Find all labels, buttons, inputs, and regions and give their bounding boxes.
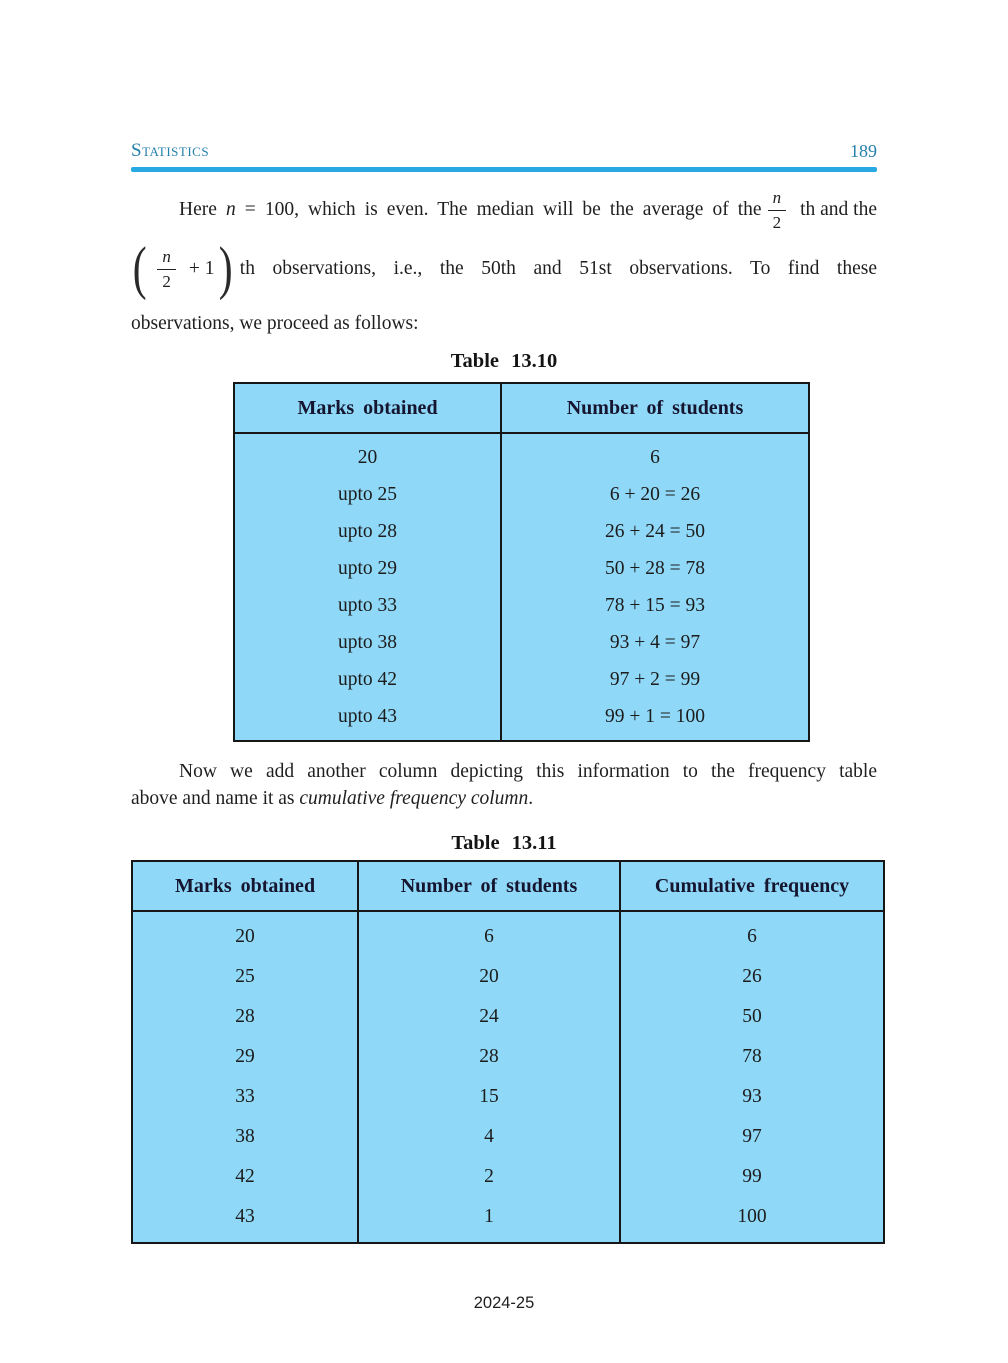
- table-cell: 26: [620, 957, 884, 997]
- table-row: [132, 911, 884, 957]
- table-cell: 38: [235, 1125, 255, 1147]
- between-tables-paragraph: [131, 759, 877, 813]
- column-header: Cumulative frequency: [620, 861, 884, 911]
- table-cell: upto 42: [337, 668, 398, 690]
- table-cell: 97: [620, 1117, 884, 1157]
- table-13-11: [131, 860, 885, 1244]
- header-divider-rule: [131, 167, 877, 172]
- table-row: [234, 698, 809, 741]
- fraction-n-over-2: [157, 247, 176, 291]
- table-cell: 6 + 20 = 26: [501, 476, 809, 513]
- parenthesized-expression: [131, 235, 235, 302]
- table-cell: 50 + 28 = 78: [501, 550, 809, 587]
- table-13-11-title: Table 13.11: [451, 831, 557, 854]
- table-cell: 99 + 1 = 100: [501, 698, 809, 741]
- table-cell: upto 29: [337, 557, 398, 579]
- table-cell: 28: [235, 1005, 255, 1027]
- table-cell: 43: [235, 1205, 255, 1227]
- table-cell: 6: [358, 911, 620, 957]
- table-row: [234, 433, 809, 476]
- intro-line-2: [131, 235, 877, 302]
- table-cell: 6: [620, 911, 884, 957]
- table-cell: 42: [235, 1165, 255, 1187]
- table-13-10: [233, 382, 810, 742]
- italic-term: cumulative frequency column: [299, 788, 529, 809]
- table-cell: 100: [620, 1197, 884, 1243]
- table-cell: upto 28: [337, 520, 398, 542]
- table-cell: 20: [358, 957, 620, 997]
- table-cell: upto 25: [337, 483, 398, 505]
- table-cell: 28: [358, 1037, 620, 1077]
- fraction-n-over-2: [768, 188, 787, 232]
- column-header: Number of students: [501, 383, 809, 433]
- table-cell: 33: [235, 1085, 255, 1107]
- table-cell: 97 + 2 = 99: [501, 661, 809, 698]
- table-cell: 20: [357, 446, 378, 468]
- chapter-title: Statistics: [131, 140, 210, 161]
- table-cell: 99: [620, 1157, 884, 1197]
- column-header: Marks obtained: [234, 383, 501, 433]
- table-cell: upto 33: [337, 594, 398, 616]
- table-header-row: [234, 383, 809, 433]
- paragraph-line-1: Now we add another column depicting this information to the frequency table: [179, 761, 877, 783]
- intro-line-1: [131, 188, 877, 232]
- table-row: [132, 1037, 884, 1077]
- table-row: [132, 1157, 884, 1197]
- table-row: [132, 957, 884, 997]
- table-cell: 78 + 15 = 93: [501, 587, 809, 624]
- table-row: [132, 997, 884, 1037]
- table-row: [234, 624, 809, 661]
- page-header: [131, 140, 877, 162]
- fraction-numerator: n: [768, 188, 787, 211]
- fraction-numerator: n: [157, 247, 176, 270]
- intro-line-1-end: th and the: [800, 199, 877, 221]
- table-row: [234, 587, 809, 624]
- paragraph-line-2: above and name it as cumulative frequency column.: [131, 788, 534, 809]
- footer-year: 2024-25: [473, 1294, 535, 1312]
- table-row: [234, 661, 809, 698]
- table-cell: 4: [358, 1117, 620, 1157]
- plus-one-term: + 1: [188, 258, 215, 280]
- table-cell: 24: [358, 997, 620, 1037]
- page-number: 189: [850, 141, 877, 161]
- table-cell: 93 + 4 = 97: [501, 624, 809, 661]
- table-header-row: [132, 861, 884, 911]
- table-cell: 2: [358, 1157, 620, 1197]
- table-row: [132, 1197, 884, 1243]
- table-cell: 1: [358, 1197, 620, 1243]
- table-cell: 15: [358, 1077, 620, 1117]
- table-cell: 50: [620, 997, 884, 1037]
- open-paren-glyph: (: [132, 235, 147, 302]
- table-row: [132, 1117, 884, 1157]
- table-cell: upto 43: [337, 705, 398, 727]
- table-cell: 93: [620, 1077, 884, 1117]
- table-cell: 20: [235, 925, 255, 947]
- table-row: [234, 513, 809, 550]
- column-header: Marks obtained: [132, 861, 358, 911]
- intro-line-2-text: th observations, i.e., the 50th and 51st observations. To find these: [239, 258, 877, 280]
- fraction-denominator: 2: [162, 271, 171, 291]
- table-cell: 6: [501, 433, 809, 476]
- table-13-10-title: Table 13.10: [450, 350, 558, 373]
- table-cell: 26 + 24 = 50: [501, 513, 809, 550]
- fraction-denominator: 2: [772, 212, 782, 232]
- table-cell: upto 38: [337, 631, 398, 653]
- math-variable-n: n: [225, 199, 236, 221]
- table-cell: 29: [235, 1045, 255, 1067]
- table-row: [234, 476, 809, 513]
- expression-n-over-2-plus-1: [151, 247, 214, 291]
- table-cell: 78: [620, 1037, 884, 1077]
- table-cell: 25: [235, 965, 255, 987]
- table-row: [234, 550, 809, 587]
- intro-line-3: observations, we proceed as follows:: [131, 313, 419, 335]
- column-header: Number of students: [358, 861, 620, 911]
- close-paren-glyph: ): [219, 235, 234, 302]
- intro-line-1-text: Here n = 100, which is even. The median will be the average of the: [179, 199, 762, 221]
- table-row: [132, 1077, 884, 1117]
